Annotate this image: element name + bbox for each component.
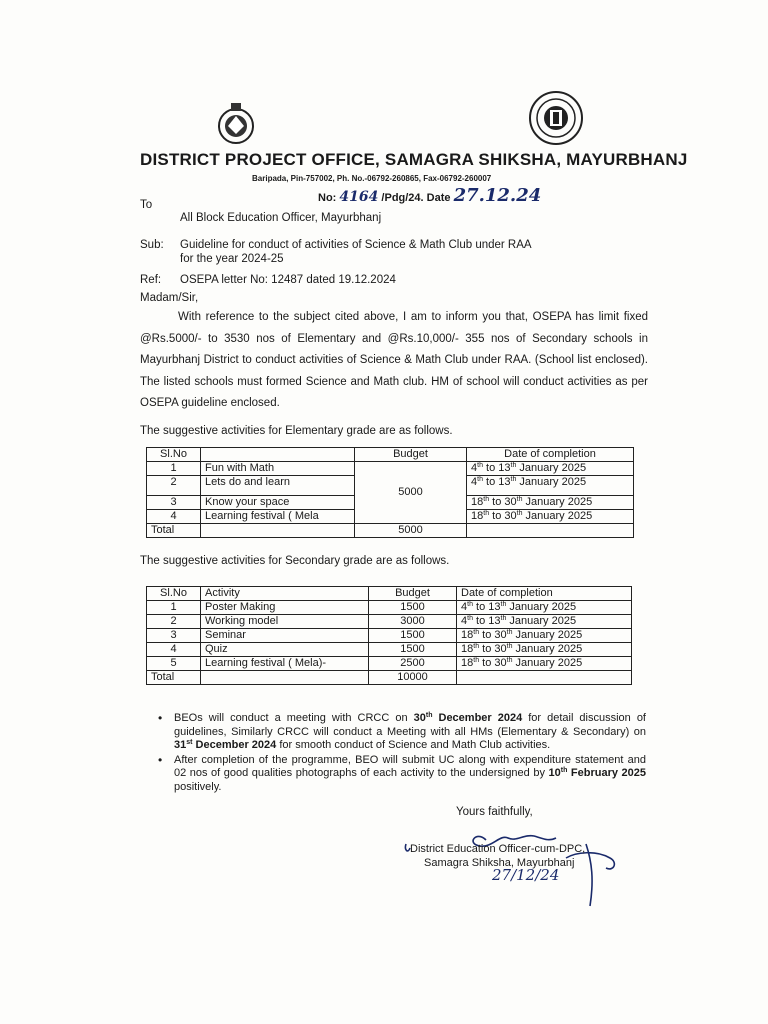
cell-date: 4th to 13th January 2025 — [467, 462, 634, 476]
col-header-slno: Sl.No — [147, 587, 201, 601]
table-row — [147, 643, 632, 657]
cell-activity: Working model — [201, 615, 369, 629]
secondary-activities-table — [146, 586, 632, 685]
col-header-budget: Budget — [355, 448, 467, 462]
cell-date: 18th to 30th January 2025 — [467, 496, 634, 510]
reference-text: OSEPA letter No: 12487 dated 19.12.2024 — [180, 274, 396, 286]
col-header-date: Date of completion — [457, 587, 632, 601]
col-header-date: Date of completion — [467, 448, 634, 462]
ref-no-handwritten: 4164 — [339, 189, 379, 205]
col-header-activity: Activity — [201, 587, 369, 601]
col-header-slno: Sl.No — [147, 448, 201, 462]
subject-line-2: for the year 2024-25 — [180, 253, 284, 265]
table-header-row — [147, 448, 634, 462]
bullet1-text-c: for smooth conduct of Science and Math Club activities. — [279, 739, 551, 751]
to-label: To — [140, 199, 153, 211]
cell-date: 18th to 30th January 2025 — [457, 643, 632, 657]
bullet2-date: 10th February 2025 — [548, 767, 646, 779]
cell-activity: Know your space — [201, 496, 355, 510]
letter-date-handwritten: 27.12.24 — [453, 185, 542, 206]
cell-slno: 1 — [147, 601, 201, 615]
letter-body: With reference to the subject cited above, I am to inform you that, OSEPA has limit fixed @Rs.5000/- to 3530 nos of Elementary and @Rs.10,000/- 355 nos of Secondary schools in Mayurbhanj District to conduct activities of Science & Math Club under RAA. (School list enclosed). The listed schools must formed Science and Math club. HM of school will conduct activities as per OSEPA guideline enclosed. — [140, 311, 648, 409]
letter-number — [318, 185, 541, 206]
ref-no-suffix: /Pdg/24. Date — [381, 192, 451, 204]
cell-total-budget: 5000 — [355, 524, 467, 538]
cell-budget: 1500 — [369, 601, 457, 615]
cell-slno: 3 — [147, 496, 201, 510]
table-total-row — [147, 524, 634, 538]
cell-date: 18th to 30th January 2025 — [457, 629, 632, 643]
cell-date: 4th to 13th January 2025 — [457, 615, 632, 629]
cell-empty — [201, 671, 369, 685]
cell-date: 4th to 13th January 2025 — [467, 476, 634, 496]
reference-label: Ref: — [140, 274, 162, 286]
elementary-activities-table — [146, 447, 634, 538]
bullet2-text-b: positively. — [174, 780, 222, 793]
cell-budget: 1500 — [369, 629, 457, 643]
cell-activity: Poster Making — [201, 601, 369, 615]
bullet1-text-a: BEOs will conduct a meeting with CRCC on — [174, 712, 408, 724]
salutation: Madam/Sir, — [140, 292, 199, 304]
cell-empty — [201, 524, 355, 538]
instruction-list — [158, 712, 646, 795]
table-row — [147, 629, 632, 643]
table-header-row — [147, 587, 632, 601]
cell-slno: 4 — [147, 510, 201, 524]
cell-budget: 2500 — [369, 657, 457, 671]
bullet1-text-b: for detail discussion of guidelines, Similarly CRCC will conduct a Meeting with all HMs (Elementary & Secondary) on — [174, 712, 646, 738]
cell-empty — [457, 671, 632, 685]
cell-slno: 2 — [147, 615, 201, 629]
cell-budget: 1500 — [369, 643, 457, 657]
secondary-intro: The suggestive activities for Secondary grade are as follows. — [140, 555, 450, 567]
table-row — [147, 657, 632, 671]
cell-slno: 5 — [147, 657, 201, 671]
cell-activity: Learning festival ( Mela — [201, 510, 355, 524]
odisha-emblem-icon — [212, 100, 260, 148]
cell-budget: 3000 — [369, 615, 457, 629]
cell-activity: Lets do and learn — [201, 476, 355, 496]
designation-line-1: District Education Officer-cum-DPC, — [410, 843, 586, 855]
cell-date: 18th to 30th January 2025 — [467, 510, 634, 524]
cell-activity: Quiz — [201, 643, 369, 657]
col-header-budget: Budget — [369, 587, 457, 601]
cell-date: 18th to 30th January 2025 — [457, 657, 632, 671]
signature-date-handwritten: 27/12/24 — [492, 866, 560, 884]
bullet1-date-hm-meeting: 31st December 2024 — [174, 739, 277, 751]
cell-activity: Fun with Math — [201, 462, 355, 476]
cell-slno: 2 — [147, 476, 201, 496]
cell-merged-budget: 5000 — [355, 462, 467, 524]
list-item — [158, 754, 646, 795]
cell-activity: Learning festival ( Mela)- — [201, 657, 369, 671]
cell-empty — [467, 524, 634, 538]
table-total-row — [147, 671, 632, 685]
cell-slno: 4 — [147, 643, 201, 657]
table-row — [147, 601, 632, 615]
office-address: Baripada, Pin-757002, Ph. No.-06792-260865, Fax-06792-260007 — [252, 174, 492, 183]
bullet1-date-meeting: 30th December 2024 — [413, 712, 523, 724]
cell-slno: 1 — [147, 462, 201, 476]
cell-slno: 3 — [147, 629, 201, 643]
cell-total-budget: 10000 — [369, 671, 457, 685]
samagra-shiksha-seal-icon — [528, 90, 584, 146]
elementary-intro: The suggestive activities for Elementary grade are as follows. — [140, 425, 453, 437]
subject-label: Sub: — [140, 239, 164, 251]
list-item — [158, 712, 646, 753]
ref-no-prefix: No: — [318, 192, 337, 204]
cell-total-label: Total — [147, 671, 201, 685]
table-row — [147, 615, 632, 629]
closing: Yours faithfully, — [456, 806, 533, 818]
recipient: All Block Education Officer, Mayurbhanj — [180, 212, 382, 224]
subject-line-1: Guideline for conduct of activities of Science & Math Club under RAA — [180, 239, 532, 251]
cell-activity: Seminar — [201, 629, 369, 643]
office-title: DISTRICT PROJECT OFFICE, SAMAGRA SHIKSHA, MAYURBHANJ — [140, 150, 688, 169]
col-header-activity — [201, 448, 355, 462]
bullet2-text-a: After completion of the programme, BEO will submit UC along with expenditure statement and 02 nos of good qualities photographs of each activity to the undersigned by — [174, 753, 646, 779]
designation-line-2: Samagra Shiksha, Mayurbhanj — [424, 857, 575, 869]
cell-date: 4th to 13th January 2025 — [457, 601, 632, 615]
cell-total-label: Total — [147, 524, 201, 538]
table-row — [147, 462, 634, 476]
